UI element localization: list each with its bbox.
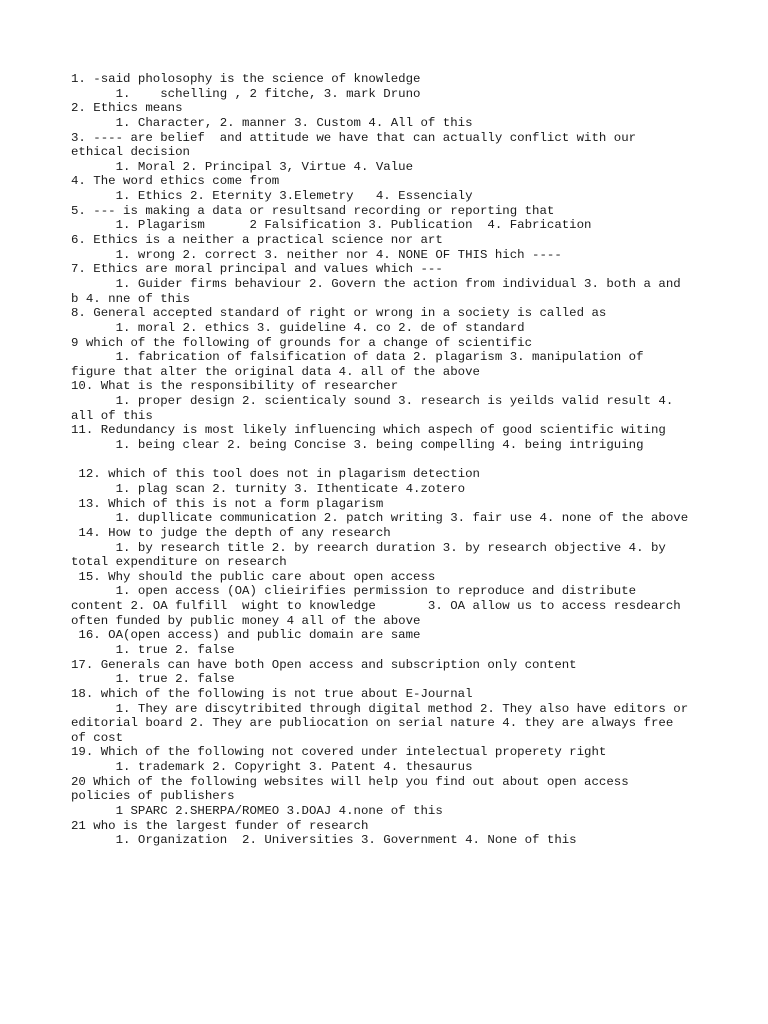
document-text-line: 1. -said pholosophy is the science of knowledge: [71, 72, 421, 86]
document-text-line: 20 Which of the following websites will help you find out about open access: [71, 774, 629, 789]
document-text-line: 1. Guider firms behaviour 2. Govern the action from individual 3. both a and: [71, 276, 681, 291]
document-text-line: total expenditure on research: [71, 555, 287, 570]
document-text-line: 3. ---- are belief and attitude we have that can actually conflict with our: [71, 130, 637, 145]
document-text-line: 1. They are discytribited through digital method 2. They also have editors or: [71, 701, 689, 716]
document-text-line: 17. Generals can have both Open access and subscription only content: [71, 657, 577, 672]
document-text-line: 1 SPARC 2.SHERPA/ROMEO 3.DOAJ 4.none of this: [71, 804, 443, 819]
document-text-line: 13. Which of this is not a form plagarism: [71, 496, 384, 511]
document-text-line: ethical decision: [71, 145, 190, 160]
document-text-line: figure that alter the original data 4. all of the above: [71, 364, 480, 379]
document-text-line: 19. Which of the following not covered under intelectual properety right: [71, 745, 607, 760]
document-text-line: 1. trademark 2. Copyright 3. Patent 4. thesaurus: [71, 760, 473, 775]
document-text-line: 1. wrong 2. correct 3. neither nor 4. NONE OF THIS hich ----: [71, 247, 562, 262]
document-text-line: 1. true 2. false: [71, 672, 235, 687]
document-text-line: 14. How to judge the depth of any research: [71, 525, 391, 540]
document-text-line: 1. dupllicate communication 2. patch writing 3. fair use 4. none of the above: [71, 511, 689, 526]
document-text-line: editorial board 2. They are publiocation on serial nature 4. they are always free: [71, 716, 674, 731]
document-text-line: 1. by research title 2. by reearch duration 3. by research objective 4. by: [71, 540, 666, 555]
document-text-line: 1. Ethics 2. Eternity 3.Elemetry 4. Essencialy: [71, 189, 473, 204]
document-text-line: 11. Redundancy is most likely influencing which aspech of good scientific witing: [71, 423, 666, 438]
document-text-line: 7. Ethics are moral principal and values which ---: [71, 262, 443, 277]
document-text-line: all of this: [71, 408, 153, 423]
document-page: [71, 72, 711, 848]
document-text-line: 1. true 2. false: [71, 642, 235, 657]
document-text-line: 1. moral 2. ethics 3. guideline 4. co 2. de of standard: [71, 320, 525, 335]
document-text-line: 1. open access (OA) clieirifies permission to reproduce and distribute: [71, 584, 637, 599]
document-text-line: policies of publishers: [71, 789, 235, 804]
document-text-line: 21 who is the largest funder of research: [71, 818, 369, 833]
document-text-line: 12. which of this tool does not in plagarism detection: [71, 467, 480, 482]
document-text-line: 1. fabrication of falsification of data 2. plagarism 3. manipulation of: [71, 350, 644, 365]
document-text-line: [71, 453, 711, 468]
document-text-line: 10. What is the responsibility of researcher: [71, 379, 399, 394]
document-text-line: content 2. OA fulfill wight to knowledge 3. OA allow us to access resdearch: [71, 599, 681, 614]
document-text-line: 1. plag scan 2. turnity 3. Ithenticate 4.zotero: [71, 481, 466, 496]
document-text-line: 6. Ethics is a neither a practical science nor art: [71, 233, 443, 248]
document-text-line: 15. Why should the public care about open access: [71, 569, 436, 584]
document-text-line: b 4. nne of this: [71, 291, 190, 306]
document-text-line: 1. Plagarism 2 Falsification 3. Publication 4. Fabrication: [71, 218, 592, 233]
document-text-line: 18. which of the following is not true about E-Journal: [71, 686, 473, 701]
document-text-line: 1. schelling , 2 fitche, 3. mark Druno: [71, 86, 421, 101]
document-text-line: 1. Organization 2. Universities 3. Government 4. None of this: [71, 833, 577, 848]
document-text-line: 1. Moral 2. Principal 3, Virtue 4. Value: [71, 159, 414, 174]
document-text-line: 9 which of the following of grounds for a change of scientific: [71, 335, 533, 350]
document-text-line: 5. --- is making a data or resultsand recording or reporting that: [71, 203, 555, 218]
document-text-line: 2. Ethics means: [71, 101, 183, 116]
document-text-line: 16. OA(open access) and public domain are same: [71, 628, 421, 643]
document-text-line: often funded by public money 4 all of the above: [71, 613, 421, 628]
document-text-line: 4. The word ethics come from: [71, 174, 280, 189]
document-text-line: 1. Character, 2. manner 3. Custom 4. All of this: [71, 115, 473, 130]
document-text-line: of cost: [71, 730, 124, 745]
document-text-line: 1. proper design 2. scienticaly sound 3. research is yeilds valid result 4.: [71, 394, 674, 409]
document-text-line: 1. being clear 2. being Concise 3. being compelling 4. being intriguing: [71, 438, 644, 453]
document-text-line: 8. General accepted standard of right or wrong in a society is called as: [71, 306, 607, 321]
